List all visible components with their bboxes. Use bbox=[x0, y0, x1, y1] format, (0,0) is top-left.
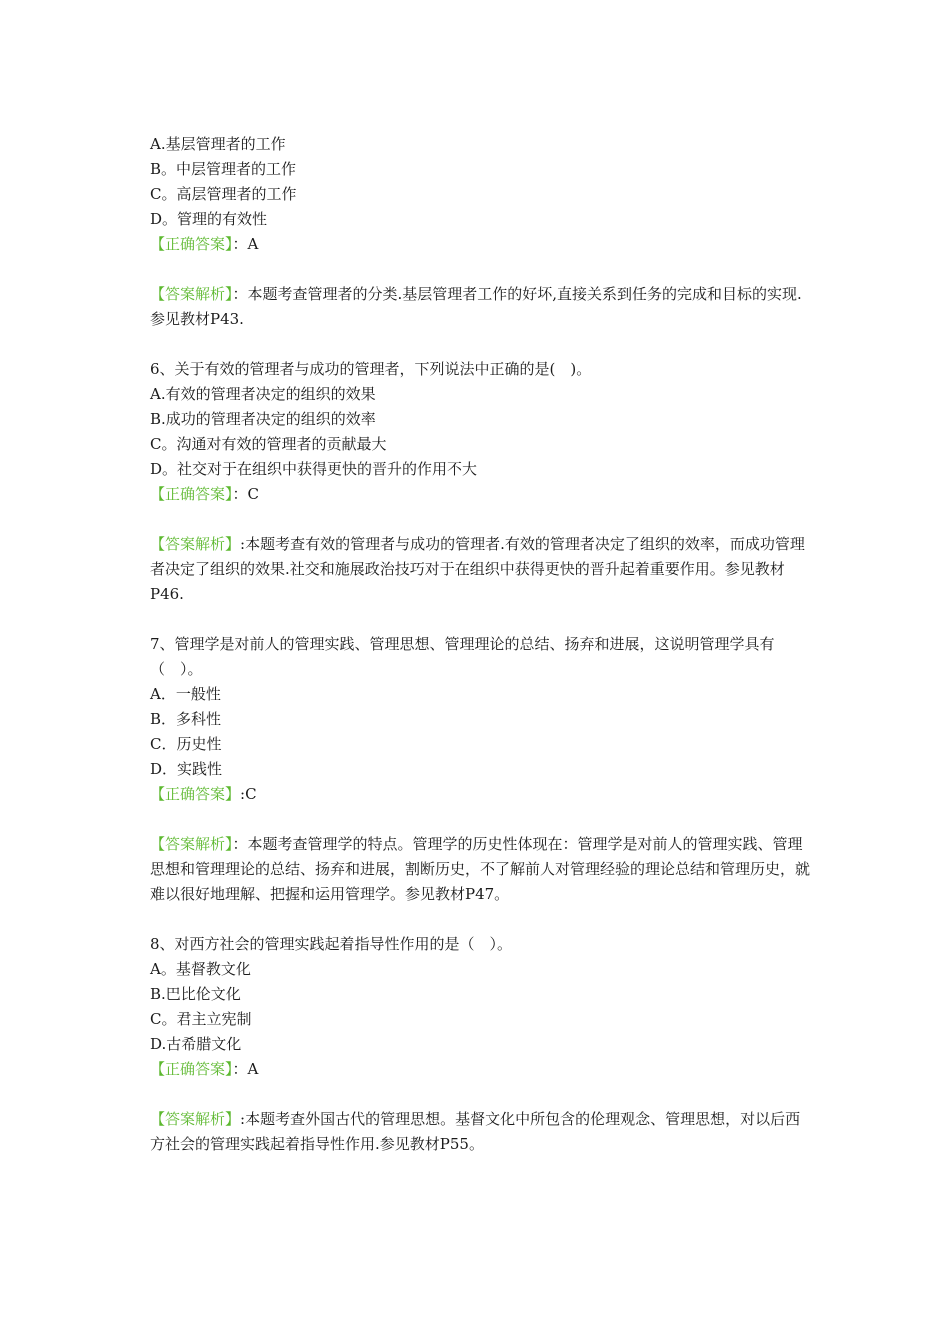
question-8 bbox=[150, 932, 810, 1157]
answer-value: ：A bbox=[232, 1060, 259, 1078]
answer-value: :C bbox=[240, 785, 257, 803]
question-6 bbox=[150, 357, 810, 607]
option-a: A.基层管理者的工作 bbox=[150, 135, 286, 153]
correct-answer bbox=[150, 1057, 810, 1082]
analysis-text: :本题考查外国古代的管理思想。基督文化中所包含的伦理观念、管理思想，对以后西方社会的管理实践起着指导性作用.参见教材P55。 bbox=[150, 1110, 801, 1153]
correct-answer bbox=[150, 782, 810, 807]
document-page bbox=[150, 132, 810, 1157]
answer-analysis bbox=[150, 532, 810, 607]
analysis-tag: 【答案解析】 bbox=[150, 535, 241, 553]
question-text: 8、对西方社会的管理实践起着指导性作用的是（ ）。 bbox=[150, 935, 513, 953]
option-d: D。社交对于在组织中获得更快的晋升的作用不大 bbox=[150, 460, 478, 478]
option-a: A。基督教文化 bbox=[150, 960, 251, 978]
option-a: A．一般性 bbox=[150, 685, 221, 703]
analysis-text: ：本题考查管理者的分类.基层管理者工作的好坏,直接关系到任务的完成和目标的实现.参见教材P43. bbox=[150, 285, 802, 328]
analysis-tag: 【答案解析】 bbox=[150, 835, 233, 853]
analysis-tag: 【答案解析】 bbox=[150, 1110, 241, 1128]
answer-value: ：C bbox=[232, 485, 259, 503]
analysis-tag: 【答案解析】 bbox=[150, 285, 233, 303]
option-c: C。沟通对有效的管理者的贡献最大 bbox=[150, 435, 387, 453]
option-c: C。君主立宪制 bbox=[150, 1010, 252, 1028]
question-text: 6、关于有效的管理者与成功的管理者，下列说法中正确的是( )。 bbox=[150, 360, 592, 378]
question-5 bbox=[150, 132, 810, 332]
option-b: B.成功的管理者决定的组织的效率 bbox=[150, 410, 376, 428]
option-b: B。中层管理者的工作 bbox=[150, 160, 297, 178]
option-c: C。高层管理者的工作 bbox=[150, 185, 297, 203]
answer-analysis bbox=[150, 1107, 810, 1157]
question-7 bbox=[150, 632, 810, 907]
answer-tag: 【正确答案】 bbox=[150, 1060, 233, 1078]
correct-answer bbox=[150, 232, 810, 257]
answer-value: ：A bbox=[232, 235, 259, 253]
answer-analysis bbox=[150, 282, 810, 332]
option-d: D。管理的有效性 bbox=[150, 210, 268, 228]
option-c: C．历史性 bbox=[150, 735, 222, 753]
answer-analysis bbox=[150, 832, 810, 907]
option-a: A.有效的管理者决定的组织的效果 bbox=[150, 385, 376, 403]
analysis-text: ：本题考查管理学的特点。管理学的历史性体现在：管理学是对前人的管理实践、管理思想和管理理论的总结、扬弃和进展，割断历史，不了解前人对管理经验的理论总结和管理历史，就难以很好地理解、把握和运用管理学。参见教材P47。 bbox=[150, 835, 811, 903]
answer-tag: 【正确答案】 bbox=[150, 485, 233, 503]
answer-tag: 【正确答案】 bbox=[150, 235, 233, 253]
option-d: D.古希腊文化 bbox=[150, 1035, 242, 1053]
analysis-text: :本题考查有效的管理者与成功的管理者.有效的管理者决定了组织的效率，而成功管理者决定了组织的效果.社交和施展政治技巧对于在组织中获得更快的晋升起着重要作用。参见教材P46. bbox=[150, 535, 805, 603]
answer-tag: 【正确答案】 bbox=[150, 785, 241, 803]
correct-answer bbox=[150, 482, 810, 507]
question-text: 7、管理学是对前人的管理实践、管理思想、管理理论的总结、扬弃和进展，这说明管理学具有（ ）。 bbox=[150, 635, 775, 678]
option-b: B.巴比伦文化 bbox=[150, 985, 241, 1003]
option-d: D．实践性 bbox=[150, 760, 223, 778]
option-b: B．多科性 bbox=[150, 710, 222, 728]
